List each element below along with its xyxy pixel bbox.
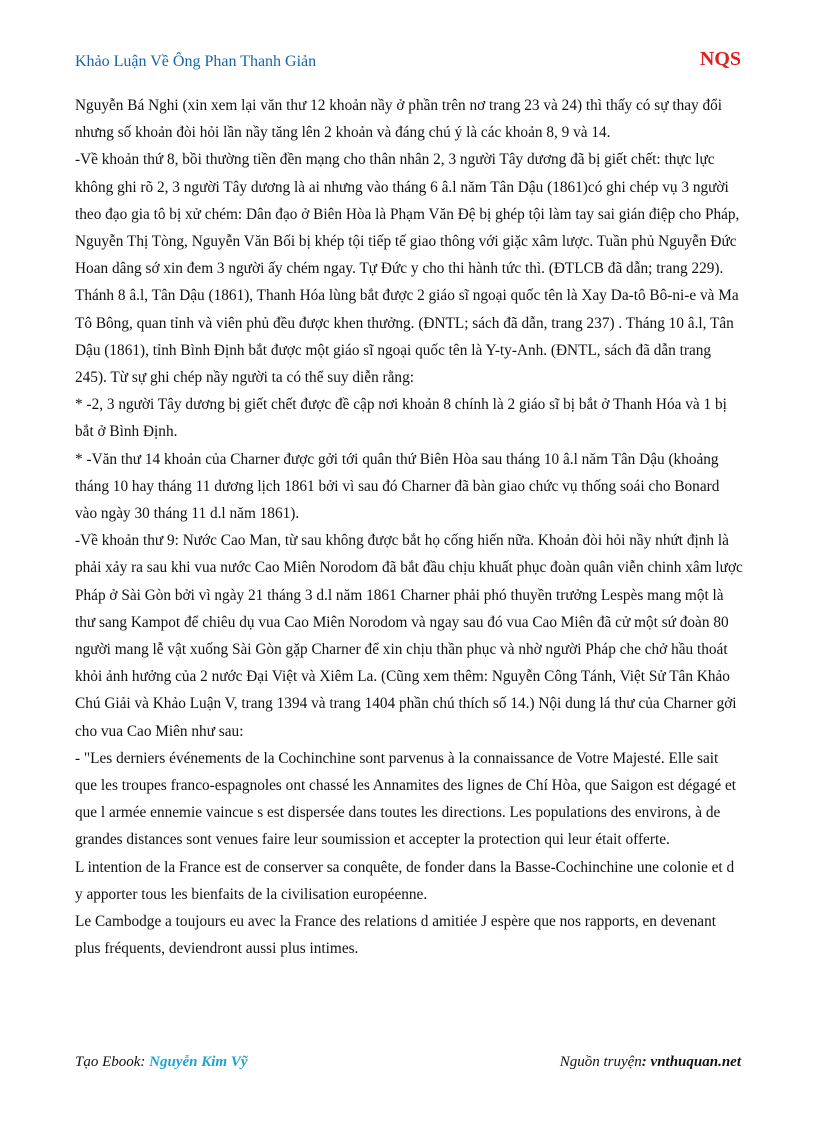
source-site: vnthuquan.net	[650, 1054, 741, 1070]
paragraph: * -Văn thư 14 khoản của Charner được gởi tới quân thứ Biên Hòa sau tháng 10 â.l năm Tân Dậu (khoảng tháng 10 hay tháng 11 dương lịch 1861 bởi vì sau đó Charner đã bàn giao chức vụ thống soái cho Bonard vào ngày 30 tháng 11 d.l năm 1861).	[75, 450, 720, 523]
paragraph: * -2, 3 người Tây dương bị giết chết được đề cập nơi khoản 8 chính là 2 giáo sĩ bị bắt ở Thanh Hóa và 1 bị bắt ở Bình Định.	[75, 396, 727, 441]
paragraph: L intention de la France est de conserver sa conquête, de fonder dans la Basse-Cochinchine une colonie et d y apporter tous les bienfaits de la civilisation européenne.	[75, 858, 735, 903]
ebook-credit	[75, 1054, 248, 1071]
paragraph: Nguyễn Bá Nghi (xin xem lại văn thư 12 khoản nầy ở phần trên nơ trang 23 và 24) thì thấy có sự thay đổi nhưng số khoản đòi hỏi lần nầy tăng lên 2 khoản và đáng chú ý là các khoản 8, 9 và 14.	[75, 97, 723, 142]
page-footer	[75, 1054, 741, 1078]
source-credit-separator: :	[641, 1054, 651, 1070]
document-title: Khảo Luận Về Ông Phan Thanh Giản	[75, 53, 317, 70]
source-credit	[560, 1054, 741, 1071]
paragraph: Thánh 8 â.l, Tân Dậu (1861), Thanh Hóa lùng bắt được 2 giáo sĩ ngoại quốc tên là Xay Da-tô Bô-ni-e và Ma Tô Bông, quan tỉnh và viên phủ đều được khen thưởng. (ĐNTL; sách đã dẫn, trang 237) . Tháng 10 â.l, Tân Dậu (1861), tỉnh Bình Định bắt được một giáo sĩ ngoại quốc tên là Y-ty-Anh. (ĐNTL, sách đã dẫn trang 245). Từ sự ghi chép nầy người ta có thể suy diễn rằng:	[75, 287, 739, 387]
page-header	[75, 48, 741, 76]
ebook-credit-label: Tạo Ebook	[75, 1054, 141, 1070]
document-body	[75, 92, 743, 963]
ebook-credit-separator: :	[140, 1054, 150, 1070]
paragraph: -Về khoản thứ 8, bồi thường tiền đền mạng cho thân nhân 2, 3 người Tây dương đã bị giết chết: thực lực không ghi rõ 2, 3 người Tây dương là ai nhưng vào tháng 6 â.l năm Tân Dậu (1861)có ghi chép vụ 3 người theo đạo gia tô bị xử chém: Dân đạo ở Biên Hòa là Phạm Văn Đệ bị ghép tội làm tay sai gián điệp cho Pháp, Nguyễn Thị Tòng, Nguyễn Văn Bối bị khép tội tiếp tế giao thông với giặc xâm lược. Tuần phủ Nguyễn Đức Hoan dâng sớ xin đem 3 người ấy chém ngay. Tự Đức y cho thi hành tức thì. (ĐTLCB đã dẫn; trang 229).	[75, 151, 740, 278]
publisher-logo: NQS	[699, 48, 741, 70]
paragraph: Le Cambodge a toujours eu avec la France des relations d amitiée J espère que nos rapports, en devenant plus fréquents, deviendront aussi plus intimes.	[75, 913, 716, 958]
source-credit-label: Nguồn truyện	[559, 1054, 642, 1070]
paragraph: -Về khoản thư 9: Nước Cao Man, từ sau không được bắt họ cống hiến nữa. Khoản đòi hỏi nầy nhứt định là phải xảy ra sau khi vua nước Cao Miên Norodom đã bắt đầu chịu khuất phục đoàn quân viễn chinh xâm lược Pháp ở Sài Gòn bởi vì ngày 21 tháng 3 d.l năm 1861 Charner phải phó thuyền trưởng Lespès mang một là thư sang Kampot để chiêu dụ vua Cao Miên Norodom và ngay sau đó vua Cao Miên đã cử một sứ đoàn 80 người mang lễ vật xuống Sài Gòn gặp Charner để xin chịu thần phục và nhờ người Pháp che chở hầu thoát khỏi ảnh hưởng của 2 nước Đại Việt và Xiêm La. (Cũng xem thêm: Nguyễn Công Tánh, Việt Sử Tân Khảo Chú Giải và Khảo Luận V, trang 1394 và trang 1404 phần chú thích số 14.) Nội dung lá thư của Charner gởi cho vua Cao Miên như sau:	[75, 532, 743, 740]
paragraph: - "Les derniers événements de la Cochinchine sont parvenus à la connaissance de Votre Majesté. Elle sait que les troupes franco-espagnoles ont chassé les Annamites des lignes de Chí Hòa, que Saigon est dégagé et que l armée ennemie vaincue s est dispersée dans toutes les directions. Les populations des environs, à de grandes distances sont venues faire leur soumission et accepter la protection qui leur était offerte.	[75, 749, 736, 849]
ebook-author: Nguyễn Kim Vỹ	[149, 1054, 248, 1070]
